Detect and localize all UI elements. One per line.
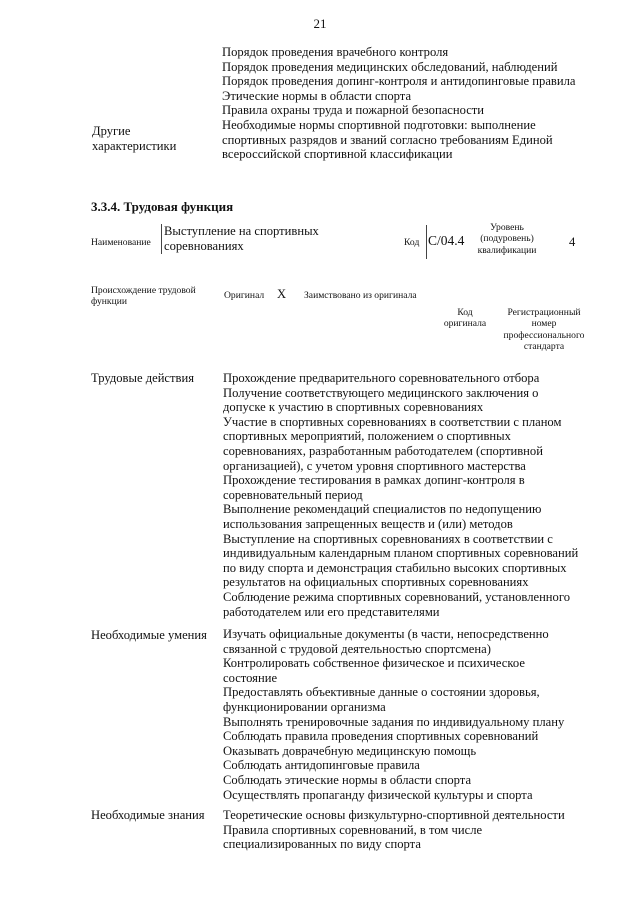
list-item: Выполнение рекомендаций специалистов по недопущению [223,502,542,517]
list-item: Выступление на спортивных соревнованиях в соответствии с [223,531,553,546]
list-item: Соблюдать этические нормы в области спорта [223,772,472,787]
code-label: Код [404,237,420,248]
list-item: специализированных по виду спорта [223,837,421,852]
list-item: Прохождение тестирования в рамках допинг-контроля в [223,473,525,488]
list-item: Соблюдать антидопинговые правила [223,758,420,773]
required-knowledge-list [223,808,565,852]
list-item: Соблюдать правила проведения спортивных соревнований [223,729,539,744]
original-code-label: Код оригинала [443,307,487,330]
original-mark: X [277,287,287,301]
function-code: C/04.4 [428,233,465,248]
top-list-line: всероссийской спортивной классификации [222,147,453,162]
list-item: Выполнять тренировочные задания по индивидуальному плану [223,714,565,729]
function-name: Выступление на спортивных соревнованиях [164,224,319,253]
original-label: Оригинал [224,290,265,301]
labor-actions-list [223,371,578,619]
top-list-line: Правила охраны труда и пожарной безопасности [222,103,485,118]
divider [161,224,162,254]
required-skills-label: Необходимые умения [91,628,207,642]
list-item: связанной с трудовой деятельностью спортсмена) [223,641,491,656]
other-characteristics-label: Другие характеристики [92,124,177,153]
list-item: Изучать официальные документы (в части, непосредственно [223,627,549,641]
reg-number-label: Регистрационный номер профессионального стандарта [503,307,585,353]
list-item: Получение соответствующего медицинского заключения о [223,385,539,400]
required-knowledge-label: Необходимые знания [91,808,205,822]
list-item: использования запрещенных веществ и (или) методов [223,516,513,531]
page-number: 21 [313,16,327,31]
list-item: индивидуальным календарным планом спортивных соревнований [223,546,579,561]
borrowed-label: Заимствовано из оригинала [304,290,417,301]
top-list [222,45,575,162]
list-item: результатов на официальных спортивных соревнованиях [223,575,529,590]
top-list-line: спортивных разрядов и званий согласно требованиям Единой [222,132,553,147]
list-item: соревнованиях, разработанным работодателем (спортивной [223,443,543,458]
top-list-line: Этические нормы в области спорта [222,88,412,103]
list-item: состояние [223,670,278,685]
top-list-line: Порядок проведения допинг-контроля и антидопинговые правила [222,74,576,89]
list-item: Осуществлять пропаганду физической культуры и спорта [223,787,533,802]
list-item: Соблюдение режима спортивных соревнований, установленного [223,589,570,604]
section-title: 3.3.4. Трудовая функция [91,199,234,214]
top-list-line: Порядок проведения врачебного контроля [222,45,449,59]
list-item: Контролировать собственное физическое и психическое [223,656,525,671]
divider [426,225,427,259]
list-item: допуске к участию в спортивных соревнованиях [223,400,484,415]
list-item: спортивных мероприятий, положением о спортивных [223,429,511,444]
list-item: Оказывать доврачебную медицинскую помощь [223,743,477,758]
list-item: организацией), с учетом уровня спортивного мастерства [223,458,526,473]
level-value: 4 [569,235,576,249]
top-list-line: Порядок проведения медицинских обследований, наблюдений [222,59,558,74]
list-item: Участие в спортивных соревнованиях в соответствии с планом [223,414,562,429]
top-list-line: Необходимые нормы спортивной подготовки: выполнение [222,117,536,132]
list-item: работодателем или его представителями [223,604,440,619]
list-item: соревновательный период [223,487,363,502]
list-item: функционировании организма [223,699,386,714]
list-item: Правила спортивных соревнований, в том числе [223,822,483,837]
name-label: Наименование [91,237,151,248]
level-label: Уровень (подуровень) квалификации [477,222,537,256]
list-item: Прохождение предварительного соревновательного отбора [223,371,540,385]
list-item: Предоставлять объективные данные о состоянии здоровья, [223,685,540,700]
required-skills-list [223,627,564,802]
list-item: по виду спорта и демонстрация стабильно высоких спортивных [223,560,567,575]
origin-label: Происхождение трудовой функции [91,285,196,308]
labor-actions-label: Трудовые действия [91,371,195,385]
list-item: Теоретические основы физкультурно-спортивной деятельности [223,808,565,822]
